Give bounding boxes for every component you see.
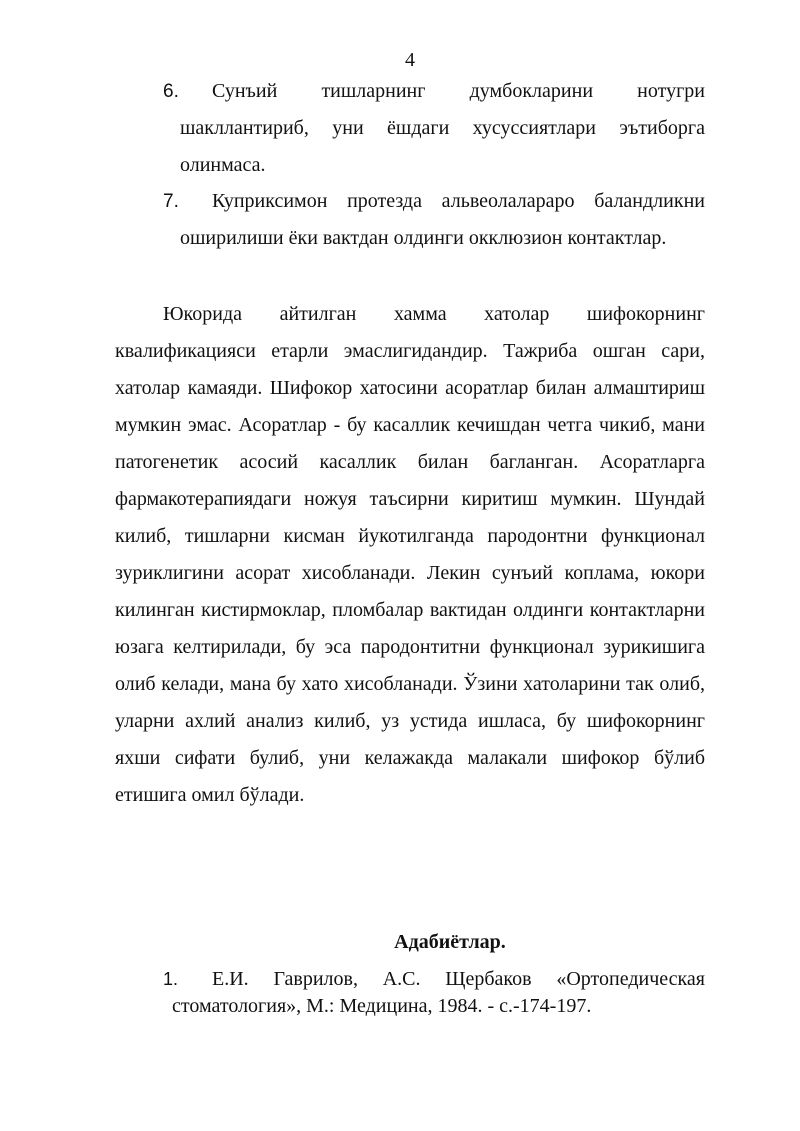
page-number: 4	[405, 49, 415, 71]
list-item-number: 6.	[163, 81, 179, 102]
reference-text: Е.И. Гаврилов, А.С. Щербаков «Ортопедическая стоматология», М.: Медицина, 1984. - с.-174-197.	[172, 968, 705, 1017]
list-item-text: Сунъий тишларнинг думбокларини нотугри шакллантириб, уни ёшдаги хусуссиятлари эътиборга олинмаса.	[180, 80, 705, 176]
list-item	[163, 183, 705, 257]
list-item-number: 7.	[163, 191, 179, 212]
body-paragraph: Юкорида айтилган хамма хатолар шифокорнинг квалификацияси етарли эмаслигидандир. Тажриба ошган сари, хатолар камаяди. Шифокор хатосини асоратлар билан алмаштириш мумкин эмас. Асоратлар - бу касаллик кечишдан четга чикиб, мани патогенетик асосий касаллик билан багланган. Асоратларга фармакотерапиядаги ножуя таъсирни киритиш мумкин. Шундай килиб, тишларни кисман йукотилганда пародонтни функционал зуриклигини асорат хисобланади. Лекин сунъий коплама, юкори килинган кистирмоклар, пломбалар вактидан олдинги контактларни юзага келтирилади, бу эса пародонтитни функционал зурикишига олиб келади, мана бу хато хисобланади. Ўзини хатоларини так олиб, уларни ахлий анализ килиб, уз устида ишласа, бу шифокорнинг яхши сифати булиб, уни келажакда малакали шифокор бўлиб етишига омил бўлади.	[115, 303, 705, 806]
reference-number: 1.	[163, 969, 179, 989]
references-heading: Адабиётлар.	[394, 931, 506, 953]
list-item-text: Куприксимон протезда альвеолалараро баландликни оширилиши ёки вактдан олдинги окклюзион контактлар.	[180, 190, 705, 249]
list-item	[163, 73, 705, 184]
reference-item	[163, 966, 705, 1020]
